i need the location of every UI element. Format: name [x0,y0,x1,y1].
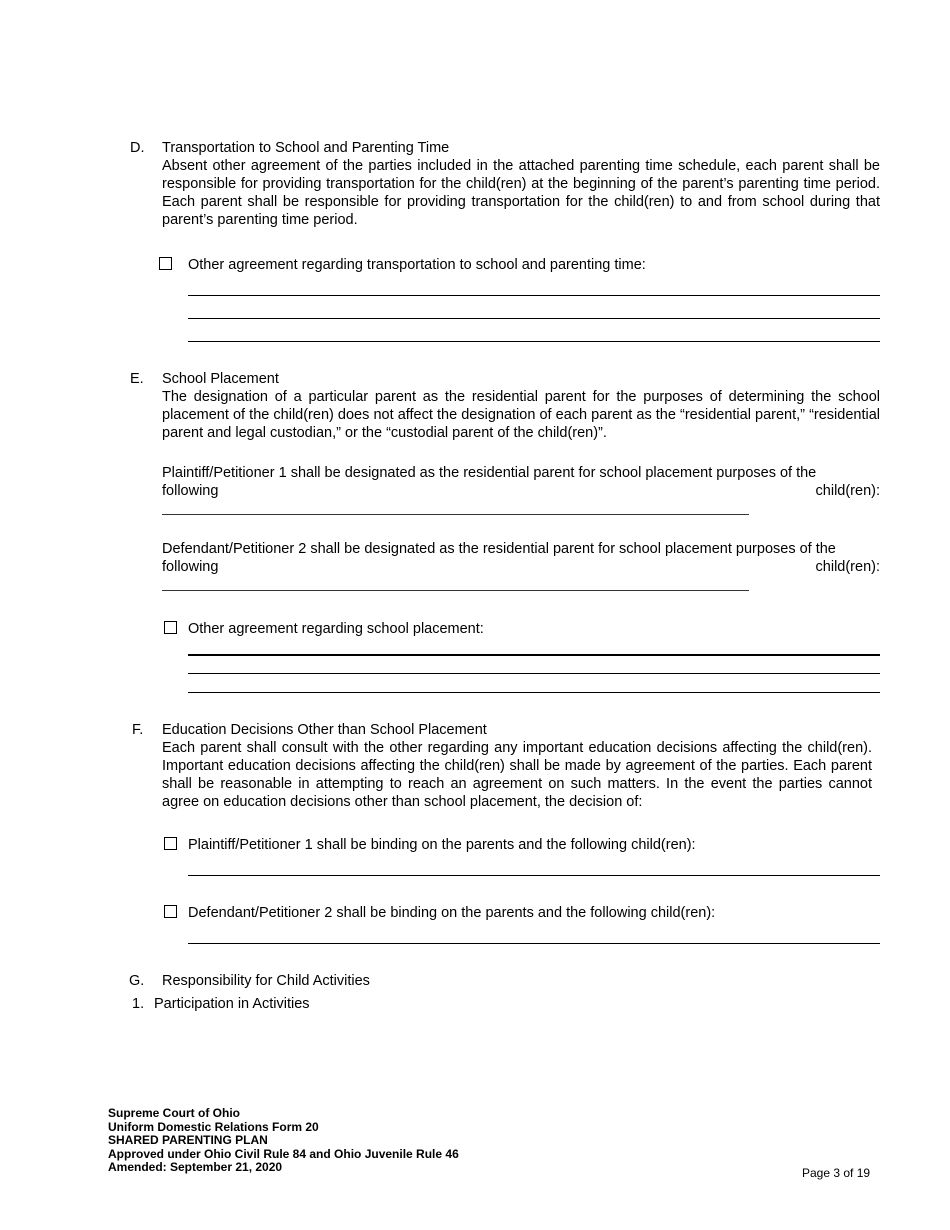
footer-approved: Approved under Ohio Civil Rule 84 and Ohio Juvenile Rule 46 [108,1146,459,1161]
petitioner1-binding-label: Plaintiff/Petitioner 1 shall be binding on the parents and the following child(ren): [188,837,696,853]
petitioner1-following: following [162,483,219,499]
transportation-line-2[interactable] [188,318,880,319]
petitioner2-placement-row [162,558,880,576]
footer-plan: SHARED PARENTING PLAN [108,1133,268,1147]
transportation-line-1[interactable] [188,295,880,296]
footer-block [108,1107,459,1175]
section-e-letter: E. [130,371,144,387]
footer-court: Supreme Court of Ohio [108,1106,240,1120]
section-g-sub-number: 1. [132,996,145,1012]
section-f-body: Each parent shall consult with the other regarding any important education decisions affecting the child(ren). Important education decisions affecting the child(ren) shall be made by agreement of the parties. Each parent shall be reasonable in attempting to reach an agreement on such matters. In the event the parties cannot agree on education decisions other than school placement, the decision of: [162,740,872,810]
school-placement-line-1[interactable] [188,654,880,656]
section-g-letter: G. [129,973,145,989]
petitioner1-placement-row [162,482,880,500]
school-placement-line-2[interactable] [188,673,880,674]
footer-form: Uniform Domestic Relations Form 20 [108,1119,319,1134]
page-number: Page 3 of 19 [802,1166,871,1180]
section-d-letter: D. [130,140,145,156]
petitioner2-binding-line[interactable] [188,943,880,944]
section-g-title: Responsibility for Child Activities [162,973,370,989]
petitioner1-children-line[interactable] [162,514,749,515]
section-f-title: Education Decisions Other than School Placement [162,722,487,738]
petitioner1-binding-line[interactable] [188,875,880,876]
petitioner2-children: child(ren): [815,559,880,575]
section-f-letter: F. [132,722,144,738]
petitioner1-placement-text: Plaintiff/Petitioner 1 shall be designated as the residential parent for school placement purposes of the [162,465,817,481]
transportation-other-checkbox[interactable] [159,257,172,270]
section-d-body: Absent other agreement of the parties included in the attached parenting time schedule, each parent shall be responsible for providing transportation for the child(ren) at the beginning of the parent’s parenting time period. Each parent shall be responsible for providing transportation for the child(ren) to and from school during that parent’s parenting time period. [162,158,880,228]
petitioner2-binding-label: Defendant/Petitioner 2 shall be binding on the parents and the following child(ren): [188,905,716,921]
petitioner2-children-line[interactable] [162,590,749,591]
petitioner2-binding-checkbox[interactable] [164,905,177,918]
section-e-body: The designation of a particular parent as the residential parent for the purposes of determining the school placement of the child(ren) does not affect the designation of each parent as the “residential parent,” “residential parent and legal custodian,” or the “custodial parent of the child(ren)”. [162,389,880,441]
petitioner1-children: child(ren): [815,483,880,499]
section-g-sub-title: Participation in Activities [154,996,310,1012]
petitioner2-following: following [162,559,219,575]
section-d-title: Transportation to School and Parenting Time [162,140,450,156]
transportation-line-3[interactable] [188,341,880,342]
petitioner2-placement-text: Defendant/Petitioner 2 shall be designated as the residential parent for school placement purposes of the [162,541,836,557]
section-e-title: School Placement [162,371,279,387]
school-placement-line-3[interactable] [188,692,880,693]
petitioner1-binding-checkbox[interactable] [164,837,177,850]
school-placement-other-checkbox[interactable] [164,621,177,634]
transportation-other-label: Other agreement regarding transportation to school and parenting time: [188,257,646,273]
school-placement-other-label: Other agreement regarding school placement: [188,621,484,637]
footer-amended: Amended: September 21, 2020 [108,1160,283,1174]
